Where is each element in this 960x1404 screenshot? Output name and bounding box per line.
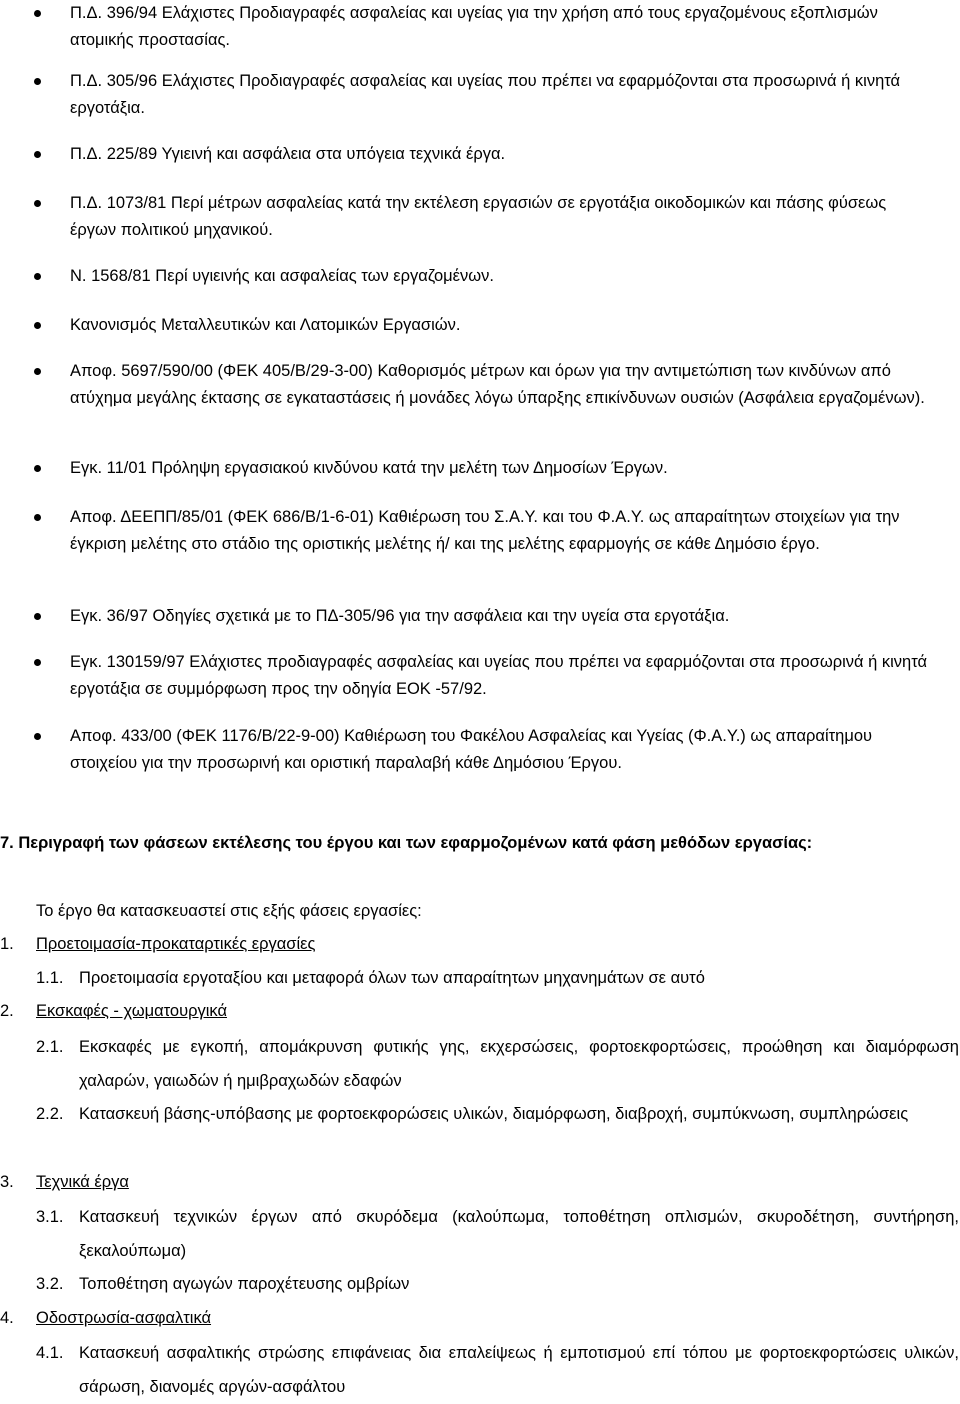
- phase-number: 1.: [0, 935, 14, 953]
- list-item: [70, 649, 930, 703]
- regulation-text: Εγκ. 130159/97 Ελάχιστες προδιαγραφές ασφαλείας και υγείας που πρέπει να εφαρμόζονται στα προσωρινά ή κινητά εργοτάξια σε συμμόρφωση προς την οδηγία ΕΟΚ -57/92.: [70, 653, 928, 698]
- regulation-text: Π.Δ. 1073/81 Περί μέτρων ασφαλείας κατά την εκτέλεση εργασιών σε εργοτάξια οικοδομικών και πάσης φύσεως έργων πολιτικού μηχανικού.: [70, 194, 887, 239]
- list-item: [70, 141, 930, 168]
- regulation-text: Αποφ. 5697/590/00 (ΦΕΚ 405/Β/29-3-00) Καθορισμός μέτρων και όρων για την αντιμετώπιση των κινδύνων από ατύχημα μεγάλης έκτασης σε εγκαταστάσεις ή μονάδες λόγω ύπαρξης επικίνδυνων ουσιών (Ασφάλεια εργαζομένων).: [70, 362, 925, 407]
- subphase-number: 1.1.: [36, 969, 64, 987]
- subphase-text: Κατασκευή βάσης-υπόβασης με φορτοεκφορώσεις υλικών, διαμόρφωση, διαβροχή, συμπύκνωση, συμπληρώσεις: [79, 1105, 909, 1123]
- phase-number: 3.: [0, 1173, 14, 1191]
- bullet-icon: [34, 151, 41, 158]
- phase-title: Τεχνικά έργα: [36, 1173, 129, 1191]
- subphase-text: Τοποθέτηση αγωγών παροχέτευσης ομβρίων: [79, 1275, 410, 1293]
- subphase-text: Προετοιμασία εργοταξίου και μεταφορά όλων των απαραίτητων μηχανημάτων σε αυτό: [79, 969, 705, 987]
- list-item: [70, 68, 930, 122]
- bullet-icon: [34, 10, 41, 17]
- bullet-icon: [34, 78, 41, 85]
- subphase-text: Κατασκευή τεχνικών έργων από σκυρόδεμα (καλούπωμα, τοποθέτηση οπλισμών, σκυροδέτηση, συντήρηση, ξεκαλούπωμα): [79, 1208, 959, 1260]
- list-item: [70, 0, 930, 54]
- phase-title: Εκσκαφές - χωματουργικά: [36, 1002, 228, 1020]
- section-heading: 7. Περιγραφή των φάσεων εκτέλεσης του έργου και των εφαρμοζομένων κατά φάση μεθόδων εργασίας:: [0, 834, 813, 852]
- subphase-number: 2.1.: [36, 1038, 64, 1056]
- bullet-icon: [34, 733, 41, 740]
- list-item: [70, 358, 930, 412]
- section-intro: Το έργο θα κατασκευαστεί στις εξής φάσεις εργασίες:: [36, 902, 422, 920]
- subphase-text: Εκσκαφές με εγκοπή, απομάκρυνση φυτικής γης, εκχερσώσεις, φορτοεκφορτώσεις, προώθηση και διαμόρφωση χαλαρών, γαιωδών ή ημιβραχωδών εδαφών: [79, 1038, 959, 1090]
- list-item: [70, 504, 930, 558]
- regulation-text: Π.Δ. 396/94 Ελάχιστες Προδιαγραφές ασφαλείας και υγείας για την χρήση από τους εργαζομένους εξοπλισμών ατομικής προστασίας.: [70, 4, 878, 49]
- phase-title: Οδοστρωσία-ασφαλτικά: [36, 1309, 212, 1327]
- list-item: [70, 603, 930, 630]
- bullet-icon: [34, 659, 41, 666]
- regulation-text: Εγκ. 11/01 Πρόληψη εργασιακού κινδύνου κατά την μελέτη των Δημοσίων Έργων.: [70, 459, 668, 477]
- regulation-text: Εγκ. 36/97 Οδηγίες σχετικά με το ΠΔ-305/96 για την ασφάλεια και την υγεία στα εργοτάξια.: [70, 607, 730, 625]
- bullet-icon: [34, 465, 41, 472]
- regulation-text: Αποφ. 433/00 (ΦΕΚ 1176/Β/22-9-00) Καθιέρωση του Φακέλου Ασφαλείας και Υγείας (Φ.Α.Υ.) ως απαραίτημου στοιχείου για την προσωρινή και οριστική παραλαβή κάθε Δημόσιου Έργου.: [70, 727, 873, 772]
- list-item: [70, 455, 930, 482]
- subphase-text: Κατασκευή ασφαλτικής στρώσης επιφάνειας δια επαλείψεως ή εμποτισμού επί τόπου με φορτοεκφορτώσεις υλικών, σάρωση, διανομές αργών-ασφάλτου: [79, 1344, 959, 1396]
- subphase-number: 2.2.: [36, 1105, 64, 1123]
- list-item: [70, 312, 930, 339]
- phase-title: Προετοιμασία-προκαταρτικές εργασίες: [36, 935, 316, 953]
- bullet-icon: [34, 273, 41, 280]
- list-item: [70, 190, 930, 244]
- bullet-icon: [34, 368, 41, 375]
- regulation-text: Ν. 1568/81 Περί υγιεινής και ασφαλείας των εργαζομένων.: [70, 267, 494, 285]
- phase-number: 4.: [0, 1309, 14, 1327]
- regulation-text: Π.Δ. 225/89 Υγιεινή και ασφάλεια στα υπόγεια τεχνικά έργα.: [70, 145, 506, 163]
- bullet-icon: [34, 200, 41, 207]
- phase-number: 2.: [0, 1002, 14, 1020]
- bullet-icon: [34, 514, 41, 521]
- list-item: [70, 723, 930, 777]
- subphase-number: 3.2.: [36, 1275, 64, 1293]
- list-item: [70, 263, 930, 290]
- bullet-icon: [34, 613, 41, 620]
- subphase-number: 4.1.: [36, 1344, 64, 1362]
- regulation-text: Π.Δ. 305/96 Ελάχιστες Προδιαγραφές ασφαλείας και υγείας που πρέπει να εφαρμόζονται στα προσωρινά ή κινητά εργοτάξια.: [70, 72, 901, 117]
- subphase-number: 3.1.: [36, 1208, 64, 1226]
- regulation-text: Κανονισμός Μεταλλευτικών και Λατομικών Εργασιών.: [70, 316, 461, 334]
- regulation-text: Αποφ. ΔΕΕΠΠ/85/01 (ΦΕΚ 686/Β/1-6-01) Καθιέρωση του Σ.Α.Υ. και του Φ.Α.Υ. ως απαραίτητων στοιχείων για την έγκριση μελέτης στο στάδιο της οριστικής μελέτης ή/ και της μελέτης εφαρμογής σε κάθε Δημόσιο έργο.: [70, 508, 900, 553]
- bullet-icon: [34, 322, 41, 329]
